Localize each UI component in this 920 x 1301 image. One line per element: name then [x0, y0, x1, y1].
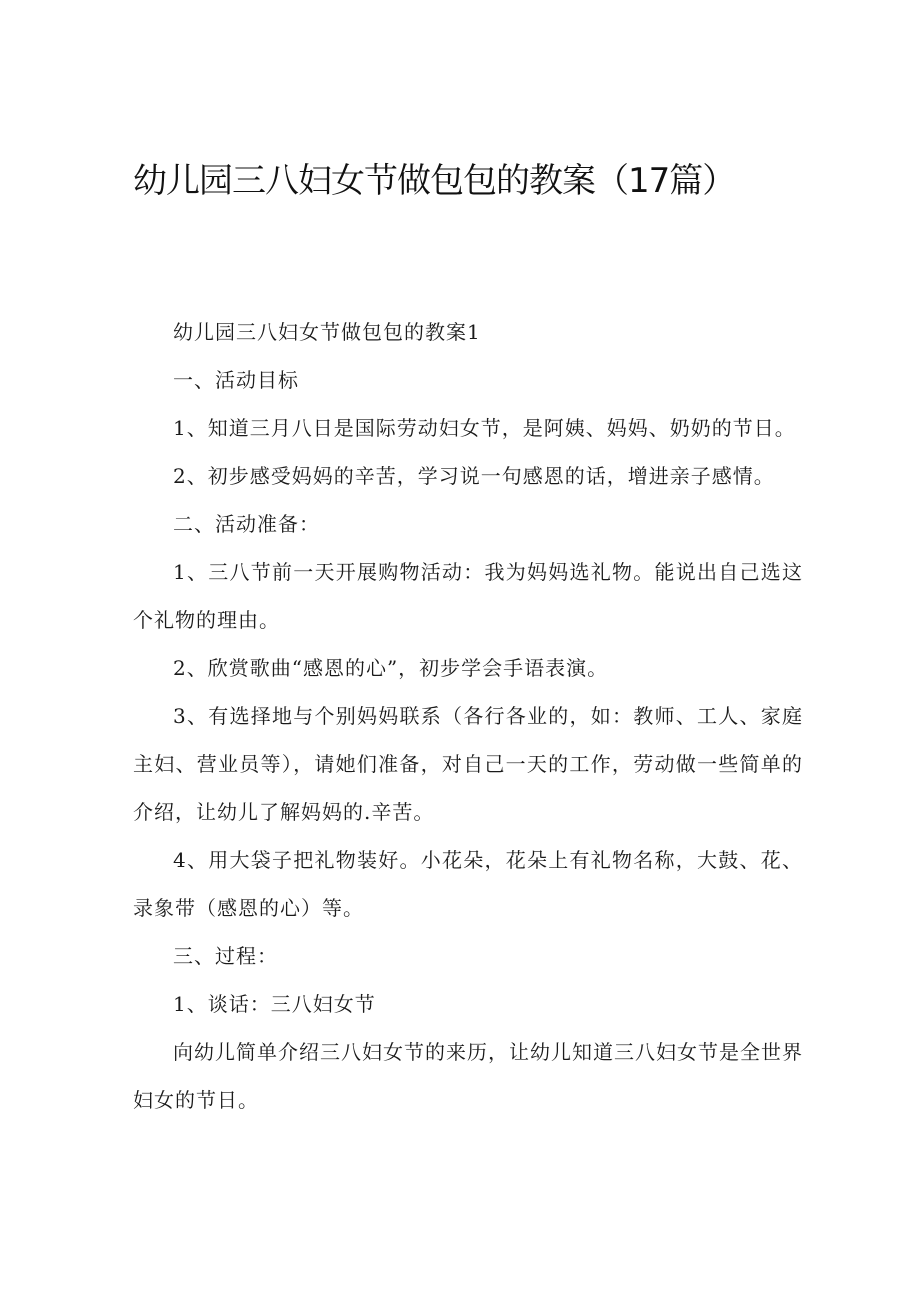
- paragraph: 1、知道三月八日是国际劳动妇女节，是阿姨、妈妈、奶奶的节日。: [173, 416, 796, 440]
- paragraph: 向幼儿简单介绍三八妇女节的来历，让幼儿知道三八妇女节是全世界妇女的节日。: [133, 1040, 803, 1112]
- section-heading: 幼儿园三八妇女节做包包的教案1: [173, 320, 481, 344]
- paragraph: 3、有选择地与个别妈妈联系（各行各业的，如：教师、工人、家庭主妇、营业员等），请她们准备，对自己一天的工作，劳动做一些简单的介绍，让幼儿了解妈妈的.辛苦。: [133, 704, 803, 824]
- document-body: [133, 308, 803, 1124]
- paragraph: 2、欣赏歌曲“感恩的心”，初步学会手语表演。: [173, 656, 609, 680]
- document-title: 幼儿园三八妇女节做包包的教案（17篇）: [133, 161, 736, 201]
- paragraph: 1、谈话：三八妇女节: [173, 992, 376, 1016]
- paragraph: 一、活动目标: [173, 368, 299, 392]
- paragraph: 二、活动准备：: [173, 512, 320, 536]
- paragraph: 4、用大袋子把礼物装好。小花朵，花朵上有礼物名称，大鼓、花、录象带（感恩的心）等。: [133, 848, 803, 920]
- paragraph: 2、初步感受妈妈的辛苦，学习说一句感恩的话，增进亲子感情。: [173, 464, 775, 488]
- paragraph: 三、过程：: [173, 944, 278, 968]
- paragraph: 1、三八节前一天开展购物活动：我为妈妈选礼物。能说出自己选这个礼物的理由。: [133, 560, 803, 632]
